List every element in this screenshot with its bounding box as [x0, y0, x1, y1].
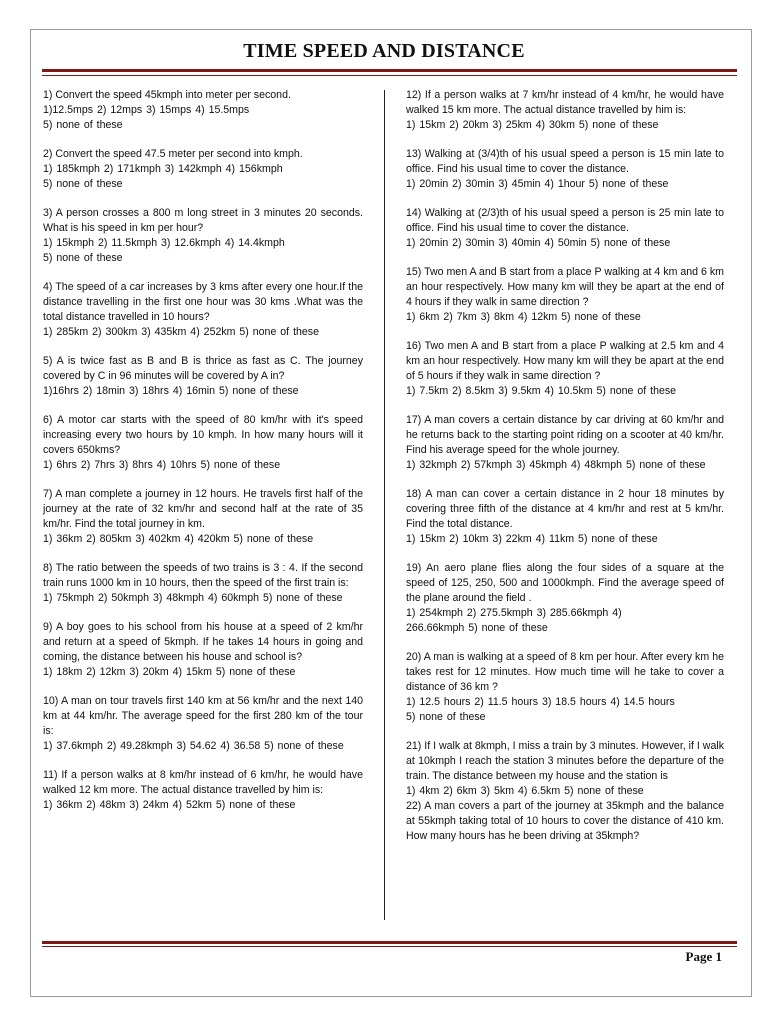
- answer-options: 1) 6hrs 2) 7hrs 3) 8hrs 4) 10hrs 5) none of these: [43, 459, 281, 471]
- question-block: [406, 561, 724, 636]
- question-text: 22) A man covers a part of the journey at 35kmph and the balance at 55kmph taking total of 10 hours to cover the distance of 410 km. How many hours has he been driving at 35kmph?: [406, 800, 724, 842]
- question-text: 9) A boy goes to his school from his house at a speed of 2 km/hr and return at a speed of 5kmph. If he takes 14 hours in going and coming, the distance between his house and school is?: [43, 621, 363, 663]
- question-text: 20) A man is walking at a speed of 8 km per hour. After every km he takes rest for 12 minutes. How much time will he take to cover a distance of 36 km ?: [406, 651, 724, 693]
- answer-options: 5) none of these: [43, 178, 123, 190]
- question-text: 6) A motor car starts with the speed of 80 km/hr with it's speed increasing every two hours by 10 kmph. In how many hours will it covers 650kms?: [43, 414, 363, 456]
- question-text: 15) Two men A and B start from a place P walking at 4 km and 6 km an hour respectively. How many km will they be apart at the end of 4 hours if they walk in same direction ?: [406, 266, 724, 308]
- question-text: 4) The speed of a car increases by 3 kms after every one hour.If the distance travelling in the first one hour was 30 kms .What was the total distance travelled in 10 hours?: [43, 281, 363, 323]
- question-block: [406, 739, 724, 799]
- answer-options: 5) none of these: [406, 711, 486, 723]
- answer-options: 1) 15km 2) 10km 3) 22km 4) 11km 5) none of these: [406, 533, 658, 545]
- question-text: 19) An aero plane flies along the four sides of a square at the speed of 125, 250, 500 and 1000kmph. Find the average speed of the plane around the field .: [406, 562, 724, 604]
- question-text: 10) A man on tour travels first 140 km at 56 km/hr and the next 140 km at 44 km/hr. The average speed for the first 280 km of the tour is:: [43, 695, 363, 737]
- answer-options: 1) 185kmph 2) 171kmph 3) 142kmph 4) 156kmph: [43, 163, 283, 175]
- answer-options: 1) 15kmph 2) 11.5kmph 3) 12.6kmph 4) 14.4kmph: [43, 237, 285, 249]
- answer-options: 1) 7.5km 2) 8.5km 3) 9.5km 4) 10.5km 5) none of these: [406, 385, 677, 397]
- answer-options: 5) none of these: [43, 119, 123, 131]
- question-text: 1) Convert the speed 45kmph into meter per second.: [43, 89, 291, 101]
- answer-options: 5) none of these: [43, 252, 123, 264]
- footer-rule-thick: [42, 941, 737, 944]
- question-text: 8) The ratio between the speeds of two trains is 3 : 4. If the second train runs 1000 km in 10 hours, then the speed of the first train is:: [43, 562, 363, 589]
- page-number: Page 1: [685, 949, 722, 964]
- question-text: 5) A is twice fast as B and B is thrice as fast as C. The journey covered by C in 96 minutes will be covered by A in?: [43, 355, 363, 382]
- answer-options: 1) 75kmph 2) 50kmph 3) 48kmph 4) 60kmph 5) none of these: [43, 592, 343, 604]
- question-block: [43, 768, 363, 813]
- page-title: TIME SPEED AND DISTANCE: [243, 40, 525, 62]
- answer-options: 1) 4km 2) 6km 3) 5km 4) 6.5km 5) none of these: [406, 785, 644, 797]
- question-text: 18) A man can cover a certain distance in 2 hour 18 minutes by covering three fifth of the distance at 4 km/hr and rest at 5 km/hr. Find the total distance.: [406, 488, 724, 530]
- title-rule-thick: [42, 69, 737, 72]
- answer-options: 1) 20min 2) 30min 3) 40min 4) 50min 5) none of these: [406, 237, 671, 249]
- question-text: 14) Walking at (2/3)th of his usual speed a person is 25 min late to office. Find his usual time to cover the distance.: [406, 207, 724, 234]
- question-block: [406, 88, 724, 133]
- question-text: 2) Convert the speed 47.5 meter per second into kmph.: [43, 148, 303, 160]
- question-text: 17) A man covers a certain distance by car driving at 60 km/hr and he returns back to the starting point riding on a scooter at 40 km/hr. Find his average speed for the whole journey.: [406, 414, 724, 456]
- question-block: [406, 650, 724, 725]
- question-block: [43, 694, 363, 754]
- question-block: [43, 354, 363, 399]
- question-block: [406, 206, 724, 251]
- question-text: 11) If a person walks at 8 km/hr instead of 6 km/hr, he would have walked 12 km more. The actual distance travelled by him is:: [43, 769, 363, 796]
- answer-options: 1) 12.5 hours 2) 11.5 hours 3) 18.5 hours 4) 14.5 hours: [406, 696, 675, 708]
- answer-options: 1) 15km 2) 20km 3) 25km 4) 30km 5) none of these: [406, 119, 659, 131]
- question-block: [406, 799, 724, 844]
- title-rule-thin: [42, 75, 737, 76]
- question-block: [406, 339, 724, 399]
- answer-options: 1)12.5mps 2) 12mps 3) 15mps 4) 15.5mps: [43, 104, 250, 116]
- question-block: [43, 88, 363, 133]
- footer-rule-thin: [42, 946, 737, 947]
- column-divider: [384, 90, 385, 920]
- question-block: [43, 280, 363, 340]
- question-block: [43, 413, 363, 473]
- question-block: [43, 620, 363, 680]
- answer-options: 1) 36km 2) 48km 3) 24km 4) 52km 5) none of these: [43, 799, 296, 811]
- question-block: [43, 561, 363, 606]
- answer-options: 1) 254kmph 2) 275.5kmph 3) 285.66kmph 4): [406, 607, 622, 619]
- question-block: [406, 413, 724, 473]
- answer-options: 1) 20min 2) 30min 3) 45min 4) 1hour 5) none of these: [406, 178, 669, 190]
- answer-options: 1) 37.6kmph 2) 49.28kmph 3) 54.62 4) 36.58 5) none of these: [43, 740, 344, 752]
- question-block: [43, 206, 363, 266]
- answer-options: 1) 285km 2) 300km 3) 435km 4) 252km 5) none of these: [43, 326, 319, 338]
- left-column: [43, 88, 363, 827]
- answer-options: 1) 6km 2) 7km 3) 8km 4) 12km 5) none of these: [406, 311, 641, 323]
- question-text: 13) Walking at (3/4)th of his usual speed a person is 15 min late to office. Find his usual time to cover the distance.: [406, 148, 724, 175]
- answer-options: 1) 32kmph 2) 57kmph 3) 45kmph 4) 48kmph 5) none of these: [406, 459, 706, 471]
- question-block: [406, 487, 724, 547]
- question-block: [43, 487, 363, 547]
- answer-options: 1) 36km 2) 805km 3) 402km 4) 420km 5) none of these: [43, 533, 314, 545]
- question-text: 3) A person crosses a 800 m long street in 3 minutes 20 seconds. What is his speed in km per hour?: [43, 207, 363, 234]
- question-text: 21) If I walk at 8kmph, I miss a train by 3 minutes. However, if I walk at 10kmph I reach the station 3 minutes before the departure of the train. The distance between my house and the station is: [406, 740, 724, 782]
- answer-options: 1)16hrs 2) 18min 3) 18hrs 4) 16min 5) none of these: [43, 385, 299, 397]
- right-column: [406, 88, 724, 858]
- question-text: 16) Two men A and B start from a place P walking at 2.5 km and 4 km an hour respectively. How many km will they be apart at the end of 5 hours if they walk in same direction ?: [406, 340, 724, 382]
- question-block: [406, 147, 724, 192]
- question-block: [43, 147, 363, 192]
- answer-options: 1) 18km 2) 12km 3) 20km 4) 15km 5) none of these: [43, 666, 296, 678]
- question-block: [406, 265, 724, 325]
- answer-options: 266.66kmph 5) none of these: [406, 622, 548, 634]
- question-text: 12) If a person walks at 7 km/hr instead of 4 km/hr, he would have walked 15 km more. The actual distance travelled by him is:: [406, 89, 724, 116]
- question-text: 7) A man complete a journey in 12 hours. He travels first half of the journey at the rate of 32 km/hr and second half at the rate of 35 km/hr. Find the total journey in km.: [43, 488, 363, 530]
